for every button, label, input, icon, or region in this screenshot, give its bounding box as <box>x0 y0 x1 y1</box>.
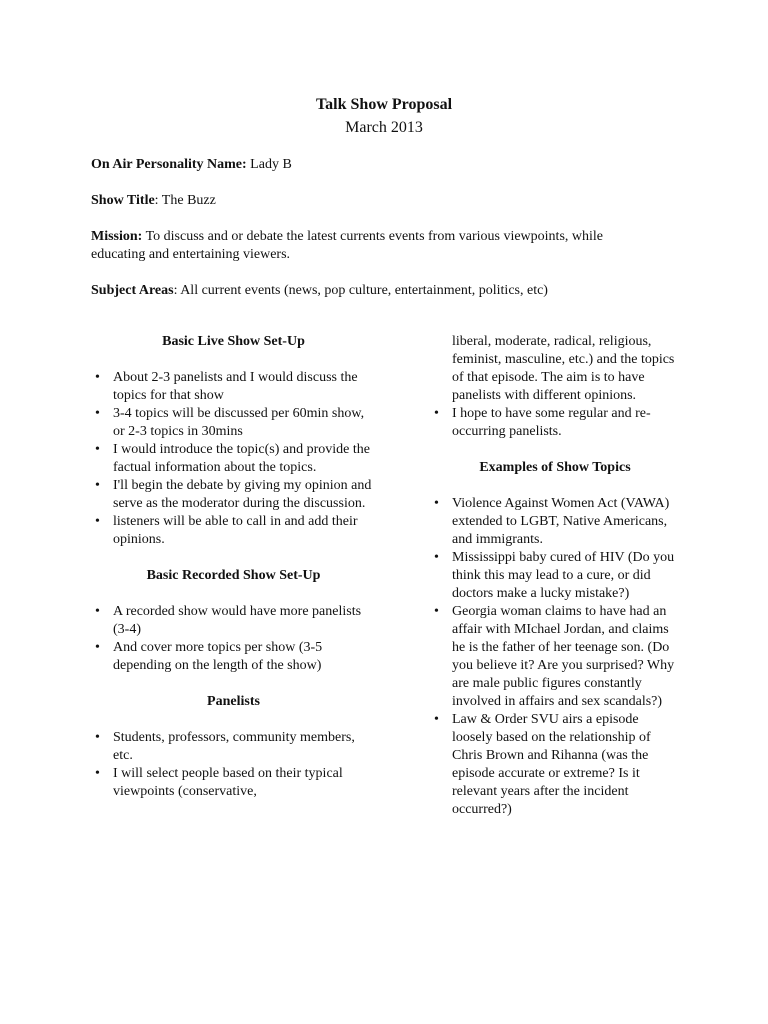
list-item: • I would introduce the topic(s) and provide the factual information about the topics. <box>91 441 376 477</box>
live-setup-heading: Basic Live Show Set-Up <box>162 334 305 349</box>
show-title-label: Show Title <box>91 193 155 208</box>
recorded-setup-heading: Basic Recorded Show Set-Up <box>146 568 321 583</box>
document-date: March 2013 <box>345 119 423 136</box>
show-title-value: : The Buzz <box>154 193 216 208</box>
list-item: • I hope to have some regular and re-occurring panelists. <box>430 405 680 441</box>
list-item: • listeners will be able to call in and add their opinions. <box>91 513 376 549</box>
subject-areas-field <box>91 282 651 300</box>
panelists-list-continued <box>430 405 680 441</box>
panelists-list <box>91 729 376 801</box>
examples-heading: Examples of Show Topics <box>479 460 631 475</box>
list-item: • I'll begin the debate by giving my opinion and serve as the moderator during the discussion. <box>91 477 376 513</box>
examples-list <box>430 495 680 819</box>
personality-label: On Air Personality Name: <box>91 157 247 172</box>
list-item: • Mississippi baby cured of HIV (Do you think this may lead to a cure, or did doctors make a lucky mistake?) <box>430 549 680 603</box>
list-item: • Law & Order SVU airs a episode loosely based on the relationship of Chris Brown and Rihanna (was the episode accurate or extreme? Is it relevant years after the incident occurred?) <box>430 711 680 819</box>
subject-areas-label: Subject Areas <box>91 283 174 298</box>
document-title: Talk Show Proposal <box>315 96 453 113</box>
right-column <box>430 333 680 819</box>
list-item: • I will select people based on their typical viewpoints (conservative, <box>91 765 376 801</box>
recorded-setup-list <box>91 603 376 675</box>
show-title-field <box>91 192 651 210</box>
list-item: • 3-4 topics will be discussed per 60min show, or 2-3 topics in 30mins <box>91 405 376 441</box>
left-column <box>91 333 376 801</box>
list-item: • And cover more topics per show (3-5 depending on the length of the show) <box>91 639 376 675</box>
personality-field <box>91 156 651 174</box>
live-setup-list <box>91 369 376 549</box>
mission-label: Mission: <box>91 229 143 244</box>
mission-value: To discuss and or debate the latest currents events from various viewpoints, while educating and entertaining viewers. <box>91 229 603 262</box>
personality-value: Lady B <box>246 157 292 172</box>
mission-field <box>91 228 651 264</box>
list-item: • Georgia woman claims to have had an affair with MIchael Jordan, and claims he is the father of her teenage son. (Do you believe it? Are you surprised? Why are male public figures constantly involved in affairs and sex scandals?) <box>430 603 680 711</box>
list-item: • Violence Against Women Act (VAWA) extended to LGBT, Native Americans, and immigrants. <box>430 495 680 549</box>
list-item: • About 2-3 panelists and I would discuss the topics for that show <box>91 369 376 405</box>
list-item: • Students, professors, community members, etc. <box>91 729 376 765</box>
panelists-continuation: liberal, moderate, radical, religious, feminist, masculine, etc.) and the topics of that episode. The aim is to have panelists with different opinions. <box>452 334 675 403</box>
subject-areas-value: : All current events (news, pop culture, entertainment, politics, etc) <box>173 283 548 298</box>
list-item: • A recorded show would have more panelists (3-4) <box>91 603 376 639</box>
panelists-heading: Panelists <box>207 694 260 709</box>
